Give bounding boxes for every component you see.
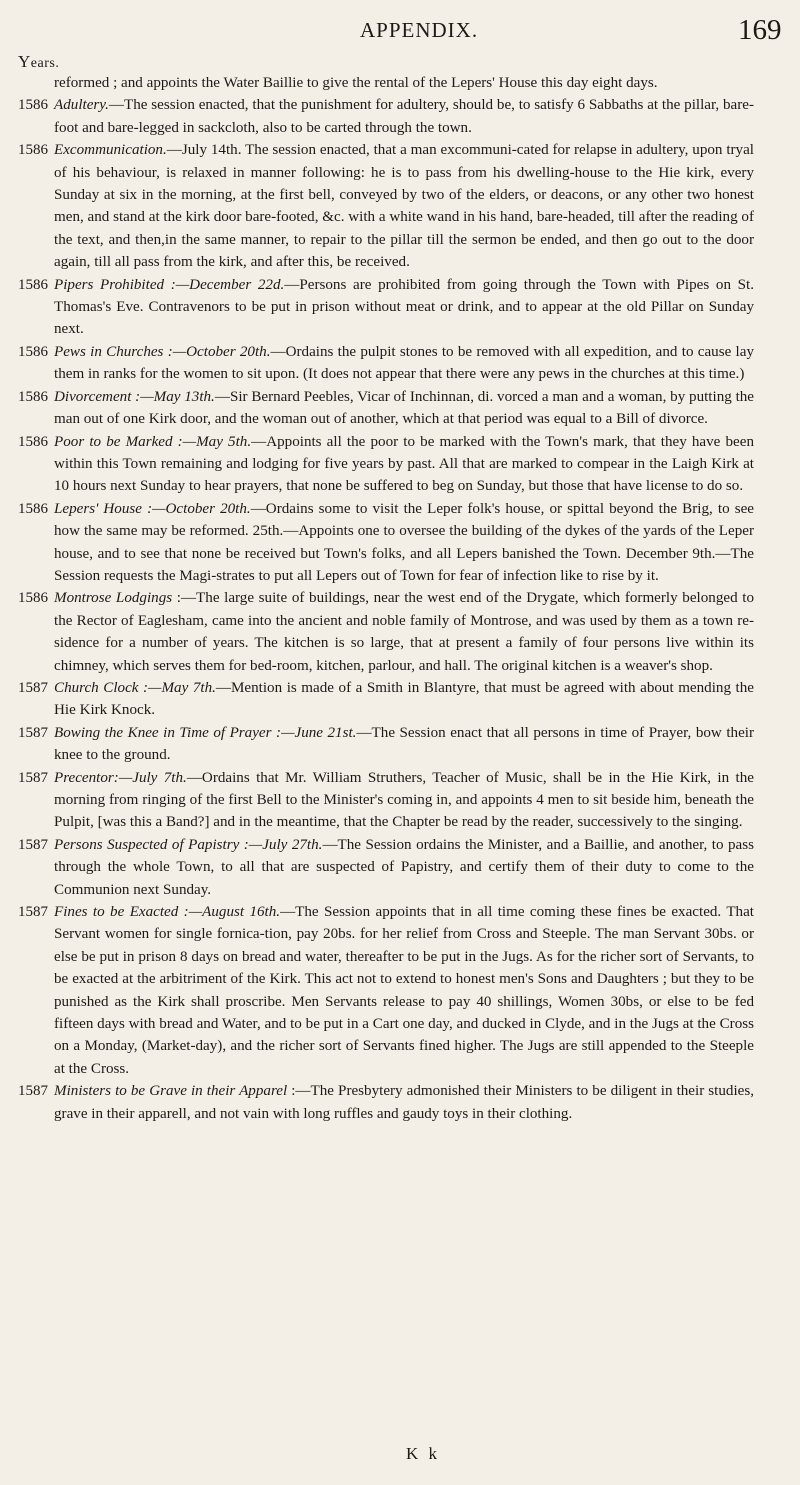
entry-date: :—October 20th.	[141, 500, 251, 517]
entry-body	[54, 587, 754, 677]
entry-text: —Persons are prohibited from going through the Town with Pipes on St. Thomas's Eve. Contravenors to be put in prison without meat or drink, and to appear at the old Pillar on Sunday next.	[54, 276, 755, 338]
entry-text: reformed ; and appoints the Water Baillie to give the rental of the Lepers' House this day eight days.	[54, 75, 658, 91]
entry-text: —The Session appoints that in all time coming these fines be exacted. That Servant women for single fornica-tion, pay 20bs. for her relief from Cross and Steeple. The man Servant 30bs. or else be put in prison 8 days on bread and water, thereafter to be put in the Jugs. As for the richer sort of Servants, to be exacted at the arbitriment of the Kirk. This act not to extend to honest men's Sons and Daughters ; but they to be punished as the Kirk shall proscribe. Men Servants release to pay 40 shillings, Women 30bs, or else to be fed fifteen days with bread and Water, and to be put in a Cart one day, and ducked in Clyde, and in the Jugs at the Cross on a Monday, (Market-day), and the richer sort of Servants fined higher. The Jugs are still appended to the Steeple at the Cross.	[54, 904, 754, 1077]
entry-lepers-house	[0, 498, 800, 588]
entry-text: —Appoints all the poor to be marked with the Town's mark, that they have been within this Town remaining and lodging for five years by past. All that are marked to compear in the Laigh Kirk at 10 hours next Sunday to hear prayers, that none be suffered to beg on Sunday, but those that have license to do so.	[54, 433, 754, 495]
entry-divorcement	[0, 386, 800, 431]
entry-body	[54, 72, 754, 94]
entry-date: :—May 5th.	[172, 433, 252, 450]
entry-text: —Sir Bernard Peebles, Vicar of Inchinnan, di. vorced a man and a woman, by putting the man out of one Kirk door, and the woman out of another, which at that period was equal to a Bill of divorce.	[54, 388, 755, 428]
entry-ministers-apparel	[0, 1080, 800, 1125]
entry-body	[54, 139, 754, 273]
entry-year: 1587	[18, 904, 48, 921]
entry-heading: Lepers' House	[54, 500, 142, 517]
entry-heading: Precentor	[54, 769, 114, 786]
entry-year: 1586	[18, 388, 48, 405]
entry-text: —Ordains that Mr. William Struthers, Teacher of Music, shall be in the Hie Kirk, in the morning from ringing of the first Bell to the Minister's coming in, and appoints 4 men to sit beside him, beneath the Pulpit, [was this a Band?] and in the meantime, that the Chapter be read by the reader, successively to the singing.	[54, 769, 754, 831]
entry-year: 1586	[18, 97, 48, 114]
entry-body	[54, 1080, 754, 1125]
entry-year: 1586	[18, 590, 48, 607]
entry-excommunication	[0, 139, 800, 273]
signature-mark: K k	[406, 1444, 441, 1463]
entry-date: :—August 16th.	[178, 904, 281, 921]
entry-heading: Adultery.	[54, 97, 109, 114]
entry-date: :—December 22d.	[164, 276, 285, 293]
entry-heading: Bowing the Knee in Time of Prayer	[54, 724, 272, 741]
entry-heading: Ministers to be Grave in their Apparel	[54, 1083, 288, 1100]
entry-text: —Ordains the pulpit stones to be removed with all expedition, and to cause lay them in ranks for the women to sit upon. (It does not appear that there were any pews in the churches at this time.)	[54, 343, 754, 383]
entry-text: —The Session ordains the Minister, and a Baillie, and another, to pass through the whole Town, to all that are suspected of Papistry, and certify them of their duty to come to the Communion next Sunday.	[54, 836, 754, 898]
page-number: 169	[738, 14, 782, 46]
running-title: APPENDIX.	[360, 18, 479, 42]
entry-heading: Persons Suspected of Papistry	[54, 836, 240, 853]
entry-year: 1587	[18, 836, 48, 853]
entry-year: 1587	[18, 724, 48, 741]
entry-body	[54, 94, 754, 139]
entry-year: 1586	[18, 276, 48, 293]
entry-text: —The session enacted, that the punishment for adultery, should be, to satisfy 6 Sabbaths at the pillar, bare-foot and bare-legged in sackcloth, also to be carted through the town.	[54, 97, 754, 136]
entry-body	[54, 722, 754, 767]
entry-date: :—July 27th.	[239, 836, 323, 853]
entry-heading: Excommunication.	[54, 142, 167, 159]
entry-year: 1586	[18, 500, 48, 517]
entry-date: :—July 7th.	[113, 769, 187, 786]
entry-body	[54, 341, 754, 386]
entry-body	[54, 677, 754, 722]
entry-date: :—June 21st.	[271, 724, 357, 741]
entry-date: :—May 7th.	[138, 679, 216, 696]
entry-body	[54, 274, 754, 341]
entry-body	[54, 498, 754, 588]
entry-heading: Pipers Prohibited	[54, 276, 165, 293]
entry-continuation	[0, 72, 800, 94]
entry-date: :—May 13th.	[131, 388, 215, 405]
entry-text: —Ordains some to visit the Leper folk's house, or spittal beyond the Brig, to see how the same may be reformed. 25th.—Appoints one to oversee the building of the dykes of the yards of the Leper house, and to see that none be received but Town's folks, and all Lepers banished the Town. December 9th.—The Session requests the Magi-strates to put all Lepers out of Town for fear of infection like to rise by it.	[54, 500, 754, 584]
years-column-label: Years.	[18, 52, 60, 71]
page-header	[0, 14, 800, 54]
entry-heading: Divorcement	[54, 388, 132, 405]
entry-adultery	[0, 94, 800, 139]
entry-text: —Mention is made of a Smith in Blantyre, that must be agreed with about mending the Hie Kirk Knock.	[54, 679, 754, 719]
entry-year: 1587	[18, 1083, 48, 1100]
entry-text: —The Presbytery admonished their Ministers to be diligent in their studies, grave in their apparell, and not vain with long ruffles and gaudy toys in their clothing.	[54, 1083, 754, 1122]
entry-precentor	[0, 767, 800, 834]
entry-poor-to-be-marked	[0, 431, 800, 498]
entry-heading: Montrose Lodgings	[54, 590, 173, 607]
entry-heading: Fines to be Exacted	[54, 904, 179, 921]
entry-suspected-of-papistry	[0, 834, 800, 901]
entry-year: 1587	[18, 769, 48, 786]
entry-year: 1587	[18, 679, 48, 696]
entry-bowing-the-knee	[0, 722, 800, 767]
entry-heading: Church Clock	[54, 679, 139, 696]
entry-pews-in-churches	[0, 341, 800, 386]
entry-text: —The large suite of buildings, near the west end of the Drygate, which formerly belonged to the Rector of Eaglesham, came into the ancient and noble family of Montrose, and was used by them as a town re-sidence for a number of years. The kitchen is so large, that at present a family of four persons live within its chimney, which serves them for bed-room, kitchen, parlour, and hall. The original kitchen is a weaver's shop.	[54, 590, 754, 674]
entry-church-clock	[0, 677, 800, 722]
entry-body	[54, 901, 754, 1080]
entry-body	[54, 431, 754, 498]
entry-montrose-lodgings	[0, 587, 800, 677]
entry-date: :	[172, 590, 181, 607]
entry-date: :	[287, 1083, 296, 1100]
entry-text: —July 14th. The session enacted, that a man excommuni-cated for relapse in adultery, upon tryal of his behaviour, is relaxed in manner following: he is to pass from his dwelling-house to the Hie kirk, every Sunday at six in the morning, at the first bell, conveyed by two of the elders, or deacons, or any other two honest men, and stand at the kirk door bare-footed, &c. with a white wand in his hand, bare-headed, till after the reading of the text, and then,in the same manner, to repair to the pillar till the sermon be ended, and then go out to the door again, till all pass from the kirk, and after this, be received.	[54, 142, 754, 271]
entry-body	[54, 767, 754, 834]
entry-fines-to-be-exacted	[0, 901, 800, 1080]
entry-body	[54, 386, 754, 431]
entry-year: 1586	[18, 343, 48, 360]
entry-heading: Poor to be Marked	[54, 433, 173, 450]
entry-year: 1586	[18, 433, 48, 450]
entry-date: :—October 20th.	[163, 343, 271, 360]
entry-text: —The Session enact that all persons in time of Prayer, bow their knee to the ground.	[54, 724, 754, 764]
entry-heading: Pews in Churches	[54, 343, 164, 360]
appendix-entries	[0, 72, 800, 1125]
entry-body	[54, 834, 754, 901]
entry-year: 1586	[18, 142, 48, 159]
entry-pipers-prohibited	[0, 274, 800, 341]
